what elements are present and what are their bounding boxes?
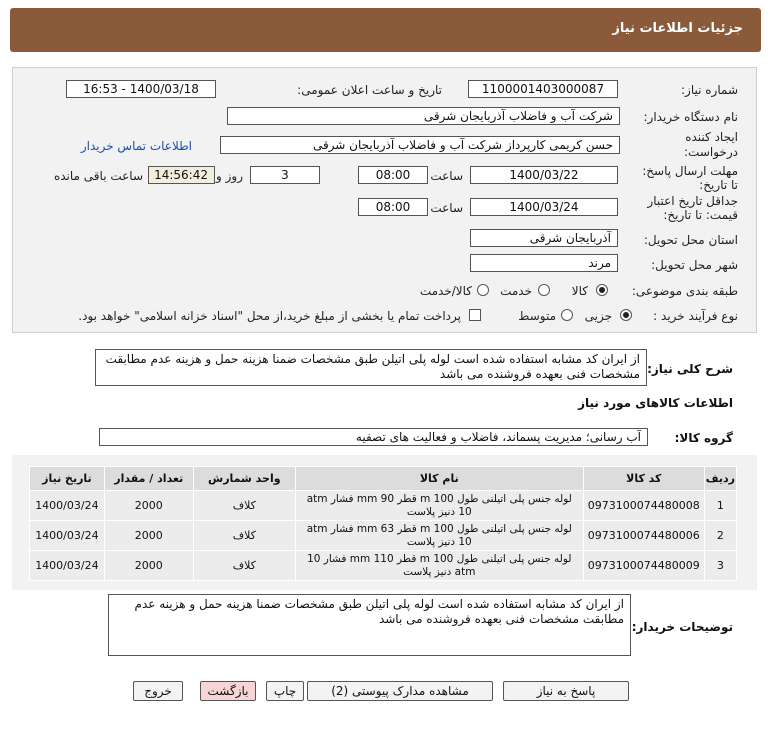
deadline-date-field: 1400/03/22 [470, 166, 618, 184]
need-number-label: شماره نیاز: [681, 83, 738, 97]
row-qty: 2000 [104, 521, 193, 551]
column-header-code: کد کالا [583, 467, 704, 491]
table-row [30, 491, 737, 521]
days-field: 3 [250, 166, 320, 184]
exit-button[interactable]: خروج [133, 681, 183, 701]
validity-time-field: 08:00 [358, 198, 428, 216]
back-button[interactable]: بازگشت [200, 681, 256, 701]
row-date: 1400/03/24 [30, 551, 105, 581]
category-label: طبقه بندی موضوعی: [631, 284, 738, 298]
description-text: از ایران کد مشابه استفاده شده است لوله پلی اتیلن طبق مشخصات ضمنا هزینه حمل و هزینه عدم مطابقت مشخصات فنی بعهده فروشنده می باشد [95, 349, 647, 386]
row-qty: 2000 [104, 491, 193, 521]
city-field: مرند [470, 254, 618, 272]
table-row [30, 521, 737, 551]
column-header-index: ردیف [704, 467, 736, 491]
province-label: استان محل تحویل: [643, 233, 738, 247]
row-qty: 2000 [104, 551, 193, 581]
validity-date-field: 1400/03/24 [470, 198, 618, 216]
process-radio-medium[interactable] [561, 309, 573, 321]
need-number-field: 1100001403000087 [468, 80, 618, 98]
row-unit: کلاف [193, 521, 295, 551]
creator-label-line2: درخواست: [684, 145, 738, 159]
category-radio-goods-service[interactable] [477, 284, 489, 296]
row-index: 1 [704, 491, 736, 521]
treasury-payment-checkbox[interactable] [469, 309, 481, 321]
row-name: لوله جنس پلی اتیلنی طول m 100 قطر mm 90 فشار atm 10 دنیز پلاست [295, 491, 583, 521]
category-option-service: خدمت [500, 284, 532, 298]
buyer-org-label: نام دستگاه خریدار: [643, 110, 738, 124]
treasury-payment-note: پرداخت تمام یا بخشی از مبلغ خرید،از محل "اسناد خزانه اسلامی" خواهد بود. [78, 309, 461, 323]
page-title-bar [10, 8, 761, 52]
column-header-name: نام کالا [295, 467, 583, 491]
province-field: آذربایجان شرقی [470, 229, 618, 247]
validity-label-line2: قیمت: تا تاریخ: [663, 208, 738, 222]
creator-label-line1: ایجاد کننده [685, 130, 738, 144]
column-header-date: تاریخ نیاز [30, 467, 105, 491]
row-unit: کلاف [193, 491, 295, 521]
deadline-time-label: ساعت [430, 169, 463, 183]
row-code: 0973100074480008 [583, 491, 704, 521]
row-name: لوله جنس پلی اتیلنی طول m 100 قطر mm 63 فشار atm 10 دنیز پلاست [295, 521, 583, 551]
page-title: جزئیات اطلاعات نیاز [612, 21, 743, 36]
creator-field: حسن کریمی کارپرداز شرکت آب و فاضلاب آذربایجان شرقی [220, 136, 620, 154]
goods-group-field: آب رسانی؛ مدیریت پسماند، فاضلاب و فعالیت های تصفیه [99, 428, 648, 446]
row-date: 1400/03/24 [30, 491, 105, 521]
row-date: 1400/03/24 [30, 521, 105, 551]
buyer-contact-link[interactable]: اطلاعات تماس خریدار [80, 139, 192, 153]
view-attachments-button[interactable]: مشاهده مدارک پیوستی (2) [307, 681, 493, 701]
announce-field: 1400/03/18 - 16:53 [66, 80, 216, 98]
buyer-org-field: شرکت آب و فاضلاب آذربایجان شرقی [227, 107, 620, 125]
column-header-qty: تعداد / مقدار [104, 467, 193, 491]
row-index: 3 [704, 551, 736, 581]
deadline-label-line1: مهلت ارسال پاسخ: [642, 164, 738, 178]
category-option-goods-service: کالا/خدمت [419, 284, 472, 298]
process-option-medium: متوسط [518, 309, 556, 323]
deadline-time-field: 08:00 [358, 166, 428, 184]
category-radio-goods[interactable] [596, 284, 608, 296]
row-code: 0973100074480006 [583, 521, 704, 551]
category-radio-service[interactable] [538, 284, 550, 296]
announce-label: تاریخ و ساعت اعلان عمومی: [297, 83, 442, 97]
city-label: شهر محل تحویل: [651, 258, 738, 272]
process-option-minor: جزیی [584, 309, 612, 323]
goods-section-title: اطلاعات کالاهای مورد نیاز [578, 396, 733, 410]
remaining-time-field: 14:56:42 [148, 166, 215, 184]
row-code: 0973100074480009 [583, 551, 704, 581]
table-row [30, 551, 737, 581]
remaining-time-label: ساعت باقی مانده [53, 169, 143, 183]
reply-button[interactable]: پاسخ به نیاز [503, 681, 629, 701]
validity-label-line1: جداقل تاریخ اعتبار [647, 194, 738, 208]
category-option-goods: کالا [571, 284, 588, 298]
goods-group-label: گروه کالا: [674, 431, 733, 445]
print-button[interactable]: چاپ [266, 681, 304, 701]
buyer-notes-text: از ایران کد مشابه استفاده شده است لوله پلی اتیلن طبق مشخصات ضمنا هزینه حمل و هزینه عدم مطابقت مشخصات فنی بعهده فروشنده می باشد [108, 594, 631, 656]
validity-time-label: ساعت [430, 201, 463, 215]
buyer-notes-label: توضیحات خریدار: [631, 620, 733, 634]
deadline-label-line2: تا تاریخ: [699, 178, 738, 192]
row-unit: کلاف [193, 551, 295, 581]
row-index: 2 [704, 521, 736, 551]
row-name: لوله جنس پلی اتیلنی طول m 100 قطر mm 110 فشار 10 atm دنیز پلاست [295, 551, 583, 581]
days-label: روز و [216, 169, 243, 183]
process-label: نوع فرآیند خرید : [653, 309, 738, 323]
goods-table [29, 466, 737, 581]
column-header-unit: واحد شمارش [193, 467, 295, 491]
process-radio-minor[interactable] [620, 309, 632, 321]
description-label: شرح کلی نیاز: [647, 362, 733, 376]
